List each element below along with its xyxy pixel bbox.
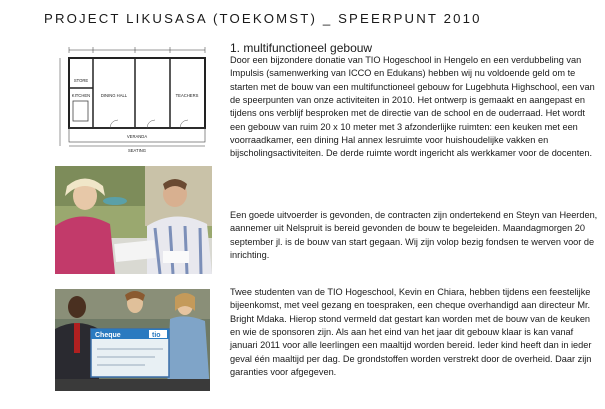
paragraph-contractor: Een goede uitvoerder is gevonden, de contracten zijn ondertekend en Steyn van Heerden, aannemer uit Nelspruit is bereid gevonden de bouw te begeleiden. Maandagmorgen 20 september jl. is de bouw van start gegaan. Wij zijn volop bezig fondsen te werven voor de inrichting. bbox=[230, 210, 598, 261]
floor-plan-drawing bbox=[55, 46, 213, 154]
room-label-seating: SEATING bbox=[127, 148, 147, 153]
page-title: PROJECT LIKUSASA (TOEKOMST) _ SPEERPUNT 2010 bbox=[44, 11, 482, 26]
cheque-handover-photo bbox=[55, 289, 210, 391]
meeting-photo bbox=[55, 166, 212, 274]
paragraph-intro: Door een bijzondere donatie van TIO Hogeschool in Hengelo en een verdubbeling van Impulsis (samenwerking van ICCO en Edukans) hebben wij nu voldoende geld om te starten met de bouw van een multifunctioneel gebouw for Lugebhuta Highschool, een van de speerpunten van onze activiteiten in 2010. Het ontwerp is gemaakt en aangepast en tijdens ons verblijf besproken met de directie van de school en de ouderraad. Het wordt een gebouw van ruim 20 x 10 meter met 3 afzonderlijke ruimten: een keuken met een voorraadkamer, een dining Hal annex lesruimte voor huishoudelijke vakken en bijscholingsactiviteiten. De derde ruimte wordt ingericht als werkkamer voor de docenten. bbox=[230, 55, 595, 159]
room-label-dining-hall: DINING HALL bbox=[100, 93, 128, 98]
room-label-store: STORE bbox=[73, 78, 89, 83]
room-label-kitchen: KITCHEN bbox=[71, 93, 91, 98]
cheque-label: Cheque bbox=[95, 332, 121, 339]
section-heading: 1. multifunctioneel gebouw bbox=[230, 41, 373, 55]
room-label-teachers: TEACHERS bbox=[175, 93, 199, 98]
paragraph-cheque: Twee studenten van de TIO Hogeschool, Kevin en Chiara, hebben tijdens een feestelijke bijeenkomst, met veel gezang en toespraken, een cheque overhandigd aan directeur Mr. Bright Mdaka. Hierop stond vermeld dat gestart kan worden met de bouw van de keuken en wie de sponsoren zijn. Als aan het eind van het jaar dit gebouw klaar is kan vanaf januari 2011 voor alle leerlingen een maaltijd worden bereid. Ieder kind heeft dan in ieder geval één maaltijd per dag. De grondstoffen worden verstrekt door de overheid. Daar zijn garanties voor afgegeven. bbox=[230, 287, 592, 378]
tio-logo: tio bbox=[152, 332, 161, 339]
room-label-veranda: VERANDA bbox=[126, 134, 148, 139]
